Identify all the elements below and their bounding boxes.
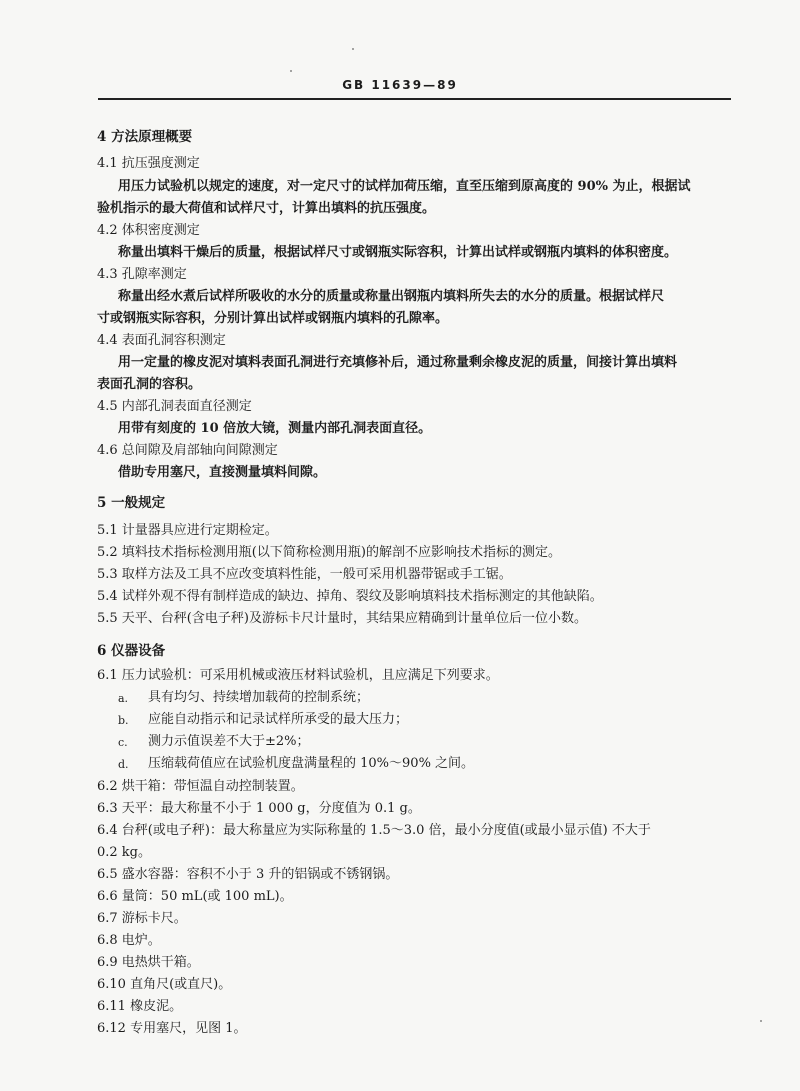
section-6-item-2: 6.2 烘干箱：带恒温自动控制装置。 [97,779,304,794]
section-6-item-11: 6.11 橡皮泥。 [97,999,183,1014]
section-5-item-2: 5.2 填料技术指标检测用瓶(以下简称检测用瓶)的解剖不应影响技术指标的测定。 [97,545,561,560]
standard-number-header: GB 11639—89 [342,78,458,92]
section-6-item-12: 6.12 专用塞尺，见图 1。 [97,1021,247,1036]
section-6-item-6: 6.6 量筒：50 mL(或 100 mL)。 [97,889,293,904]
requirement-d: 压缩载荷值应在试验机度盘满量程的 10%～90% 之间。 [148,756,475,771]
list-marker-d: d. [118,758,129,771]
section-4-5-text-1: 用带有刻度的 10 倍放大镜，测量内部孔洞表面直径。 [118,421,432,436]
section-6-item-1: 6.1 压力试验机：可采用机械或液压材料试验机，且应满足下列要求。 [97,668,499,683]
section-5-item-5: 5.5 天平、台秤(含电子秤)及游标卡尺计量时，其结果应精确到计量单位后一位小数。 [97,611,587,626]
section-5-item-3: 5.3 取样方法及工具不应改变填料性能，一般可采用机器带锯或手工锯。 [97,567,512,582]
scan-speck [352,48,354,50]
section-6-item-4-cont: 0.2 kg。 [97,845,152,860]
section-6-item-8: 6.8 电炉。 [97,933,161,948]
section-5-title: 5 一般规定 [97,495,166,511]
list-marker-a: a. [118,692,129,705]
section-5-item-4: 5.4 试样外观不得有制样造成的缺边、掉角、裂纹及影响填料技术指标测定的其他缺陷。 [97,589,603,604]
section-6-item-10: 6.10 直角尺(或直尺)。 [97,977,232,992]
section-4-1-text-1: 用压力试验机以规定的速度，对一定尺寸的试样加荷压缩，直至压缩到原高度的 90% 为止，根据试 [118,179,691,194]
section-4-1-text-2: 验机指示的最大荷值和试样尺寸，计算出填料的抗压强度。 [97,201,436,216]
section-6-title: 6 仪器设备 [97,643,166,659]
section-5-item-1: 5.1 计量器具应进行定期检定。 [97,523,278,538]
section-4-6-text-1: 借助专用塞尺，直接测量填料间隙。 [118,465,327,480]
section-4-1-title: 4.1 抗压强度测定 [97,156,200,171]
section-4-2-text-1: 称量出填料干燥后的质量，根据试样尺寸或钢瓶实际容积，计算出试样或钢瓶内填料的体积密度。 [118,245,678,260]
section-6-item-3: 6.3 天平：最大称量不小于 1 000 g，分度值为 0.1 g。 [97,801,421,816]
list-marker-c: c. [118,736,128,749]
section-4-4-title: 4.4 表面孔洞容积测定 [97,333,226,348]
section-4-2-title: 4.2 体积密度测定 [97,223,200,238]
section-4-4-text-2: 表面孔洞的容积。 [97,377,202,392]
requirement-b: 应能自动指示和记录试样所承受的最大压力； [148,712,409,727]
section-4-5-title: 4.5 内部孔洞表面直径测定 [97,399,252,414]
section-4-3-text-1: 称量出经水煮后试样所吸收的水分的质量或称量出钢瓶内填料所失去的水分的质量。根据试样尺 [118,289,665,304]
section-6-item-9: 6.9 电热烘干箱。 [97,955,200,970]
scan-speck [290,70,292,72]
section-4-3-title: 4.3 孔隙率测定 [97,267,187,282]
requirement-c: 测力示值误差不大于±2%； [148,734,310,749]
section-4-title: 4 方法原理概要 [97,129,193,145]
list-marker-b: b. [118,714,129,727]
requirement-a: 具有均匀、持续增加载荷的控制系统； [148,690,370,705]
section-6-item-4: 6.4 台秤(或电子秤)：最大称量应为实际称量的 1.5～3.0 倍，最小分度值(或最小显示值) 不大于 [97,823,651,838]
section-4-3-text-2: 寸或钢瓶实际容积，分别计算出试样或钢瓶内填料的孔隙率。 [97,311,449,326]
section-6-item-5: 6.5 盛水容器：容积不小于 3 升的铝锅或不锈钢锅。 [97,867,399,882]
header-rule [98,98,731,100]
scan-speck [760,1020,762,1022]
section-4-6-title: 4.6 总间隙及肩部轴向间隙测定 [97,443,278,458]
section-6-item-7: 6.7 游标卡尺。 [97,911,187,926]
section-4-4-text-1: 用一定量的橡皮泥对填料表面孔洞进行充填修补后，通过称量剩余橡皮泥的质量，间接计算出填料 [118,355,678,370]
